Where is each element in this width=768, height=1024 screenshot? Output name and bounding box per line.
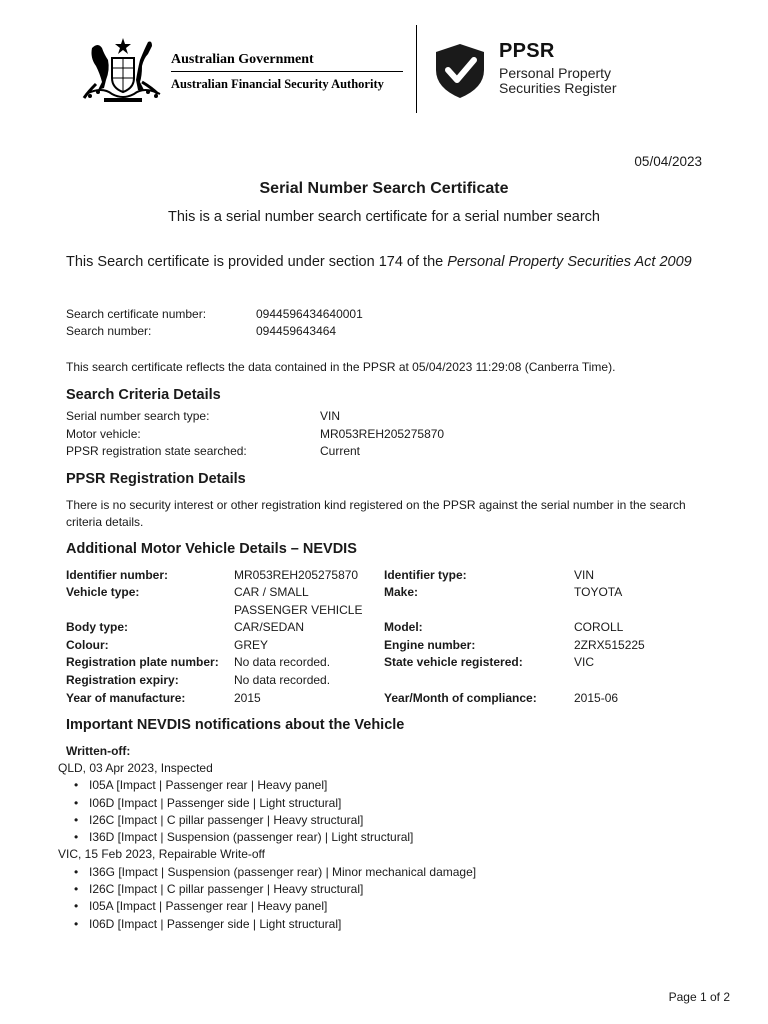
compliance-label: Year/Month of compliance: <box>384 691 537 705</box>
list-item: • I06D [Impact | Passenger side | Light structural] <box>72 795 476 812</box>
criteria-row <box>66 426 445 443</box>
vehicle-type-value-continued: PASSENGER VEHICLE <box>234 603 363 617</box>
vehicle-type-value: CAR / SMALL <box>234 585 309 599</box>
identifier-type-label: Identifier type: <box>384 568 467 582</box>
criteria-label: Serial number search type: <box>66 409 210 423</box>
criteria-value: Current <box>320 444 361 458</box>
notifications-list <box>66 743 130 760</box>
criteria-row <box>66 443 361 460</box>
model-label: Model: <box>384 620 423 634</box>
certificate-title: Serial Number Search Certificate <box>259 180 509 197</box>
provision-text: This Search certificate is provided under section 174 of the <box>66 254 448 270</box>
nevdis-row <box>66 602 706 619</box>
agency-name: Australian Financial Security Authority <box>171 77 384 91</box>
nevdis-row <box>66 637 706 654</box>
nevdis-row <box>66 584 706 601</box>
certificate-subtitle: This is a serial number search certificate for a serial number search <box>168 209 600 225</box>
identifier-type-value: VIN <box>574 568 595 582</box>
make-label: Make: <box>384 585 419 599</box>
list-item: • I36D [Impact | Suspension (passenger rear) | Light structural] <box>72 829 476 846</box>
certificate-number-row <box>66 306 363 323</box>
engine-number-label: Engine number: <box>384 638 476 652</box>
registration-expiry-label: Registration expiry: <box>66 673 179 687</box>
search-number-row <box>66 323 337 340</box>
list-item: • I05A [Impact | Passenger rear | Heavy panel] <box>72 898 476 915</box>
state-registered-label: State vehicle registered: <box>384 655 523 669</box>
list-item: • I26C [Impact | C pillar passenger | Heavy structural] <box>72 812 476 829</box>
ppsr-name-line1: Personal Property <box>499 65 612 81</box>
act-name: Personal Property Securities Act 2009 <box>447 254 692 270</box>
coat-of-arms-icon <box>82 36 164 104</box>
year-of-manufacture-label: Year of manufacture: <box>66 691 186 705</box>
nevdis-row <box>66 654 706 671</box>
certificate-number-value: 0944596434640001 <box>256 307 363 321</box>
event-title: VIC, 15 Feb 2023, Repairable Write-off <box>58 847 265 862</box>
vehicle-type-label: Vehicle type: <box>66 585 140 599</box>
registration-heading: PPSR Registration Details <box>66 471 246 487</box>
data-timestamp-note: This search certificate reflects the data contained in the PPSR at 05/04/2023 11:29:08 (Canberra Time). <box>66 360 616 374</box>
criteria-label: PPSR registration state searched: <box>66 444 247 458</box>
make-value: TOYOTA <box>574 585 623 599</box>
search-number-value: 094459643464 <box>256 324 337 338</box>
colour-value: GREY <box>234 638 269 652</box>
registration-expiry-value: No data recorded. <box>234 673 331 687</box>
header-divider <box>416 25 417 113</box>
search-criteria-heading: Search Criteria Details <box>66 387 221 403</box>
notifications-heading: Important NEVDIS notifications about the Vehicle <box>66 717 405 733</box>
written-off-label: Written-off: <box>66 744 131 758</box>
year-of-manufacture-value: 2015 <box>234 691 261 705</box>
list-item: • I36G [Impact | Suspension (passenger rear) | Minor mechanical damage] <box>72 864 476 881</box>
ppsr-abbreviation: PPSR <box>499 40 555 62</box>
nevdis-heading: Additional Motor Vehicle Details – NEVDIS <box>66 541 357 557</box>
nevdis-row <box>66 672 706 689</box>
government-title: Australian Government <box>171 52 403 72</box>
event-title: QLD, 03 Apr 2023, Inspected <box>58 761 213 775</box>
list-item: • I26C [Impact | C pillar passenger | Heavy structural] <box>72 881 476 898</box>
body-type-label: Body type: <box>66 620 129 634</box>
list-item: • I06D [Impact | Passenger side | Light structural] <box>72 916 476 933</box>
model-value: COROLL <box>574 620 624 634</box>
ppsr-shield-check-icon <box>430 40 490 100</box>
state-registered-value: VIC <box>574 655 595 669</box>
ppsr-branding <box>499 40 617 96</box>
nevdis-row <box>66 690 706 707</box>
identifier-number-value: MR053REH205275870 <box>234 568 359 582</box>
certificate-number-label: Search certificate number: <box>66 307 207 321</box>
provision-statement <box>66 254 726 271</box>
notification-event <box>58 760 476 933</box>
identifier-number-label: Identifier number: <box>66 568 169 582</box>
government-branding <box>171 52 403 92</box>
criteria-value: MR053REH205275870 <box>320 427 445 441</box>
page-number: Page 1 of 2 <box>668 990 730 1004</box>
list-item: • I05A [Impact | Passenger rear | Heavy panel] <box>72 777 476 794</box>
criteria-value: VIN <box>320 409 341 423</box>
ppsr-name-line2: Securities Register <box>499 80 617 96</box>
body-type-value: CAR/SEDAN <box>234 620 305 634</box>
document-header <box>0 0 768 120</box>
colour-label: Colour: <box>66 638 109 652</box>
plate-number-value: No data recorded. <box>234 655 331 669</box>
registration-text: There is no security interest or other registration kind registered on the PPSR against the serial number in the search criteria details. <box>66 498 686 529</box>
certificate-date: 05/04/2023 <box>634 154 702 169</box>
plate-number-label: Registration plate number: <box>66 655 219 669</box>
event-items <box>72 777 476 846</box>
nevdis-row <box>66 619 706 636</box>
criteria-label: Motor vehicle: <box>66 427 141 441</box>
criteria-row <box>66 408 341 425</box>
compliance-value: 2015-06 <box>574 691 619 705</box>
engine-number-value: 2ZRX515225 <box>574 638 645 652</box>
nevdis-row <box>66 567 706 584</box>
search-number-label: Search number: <box>66 324 152 338</box>
event-items <box>72 864 476 933</box>
